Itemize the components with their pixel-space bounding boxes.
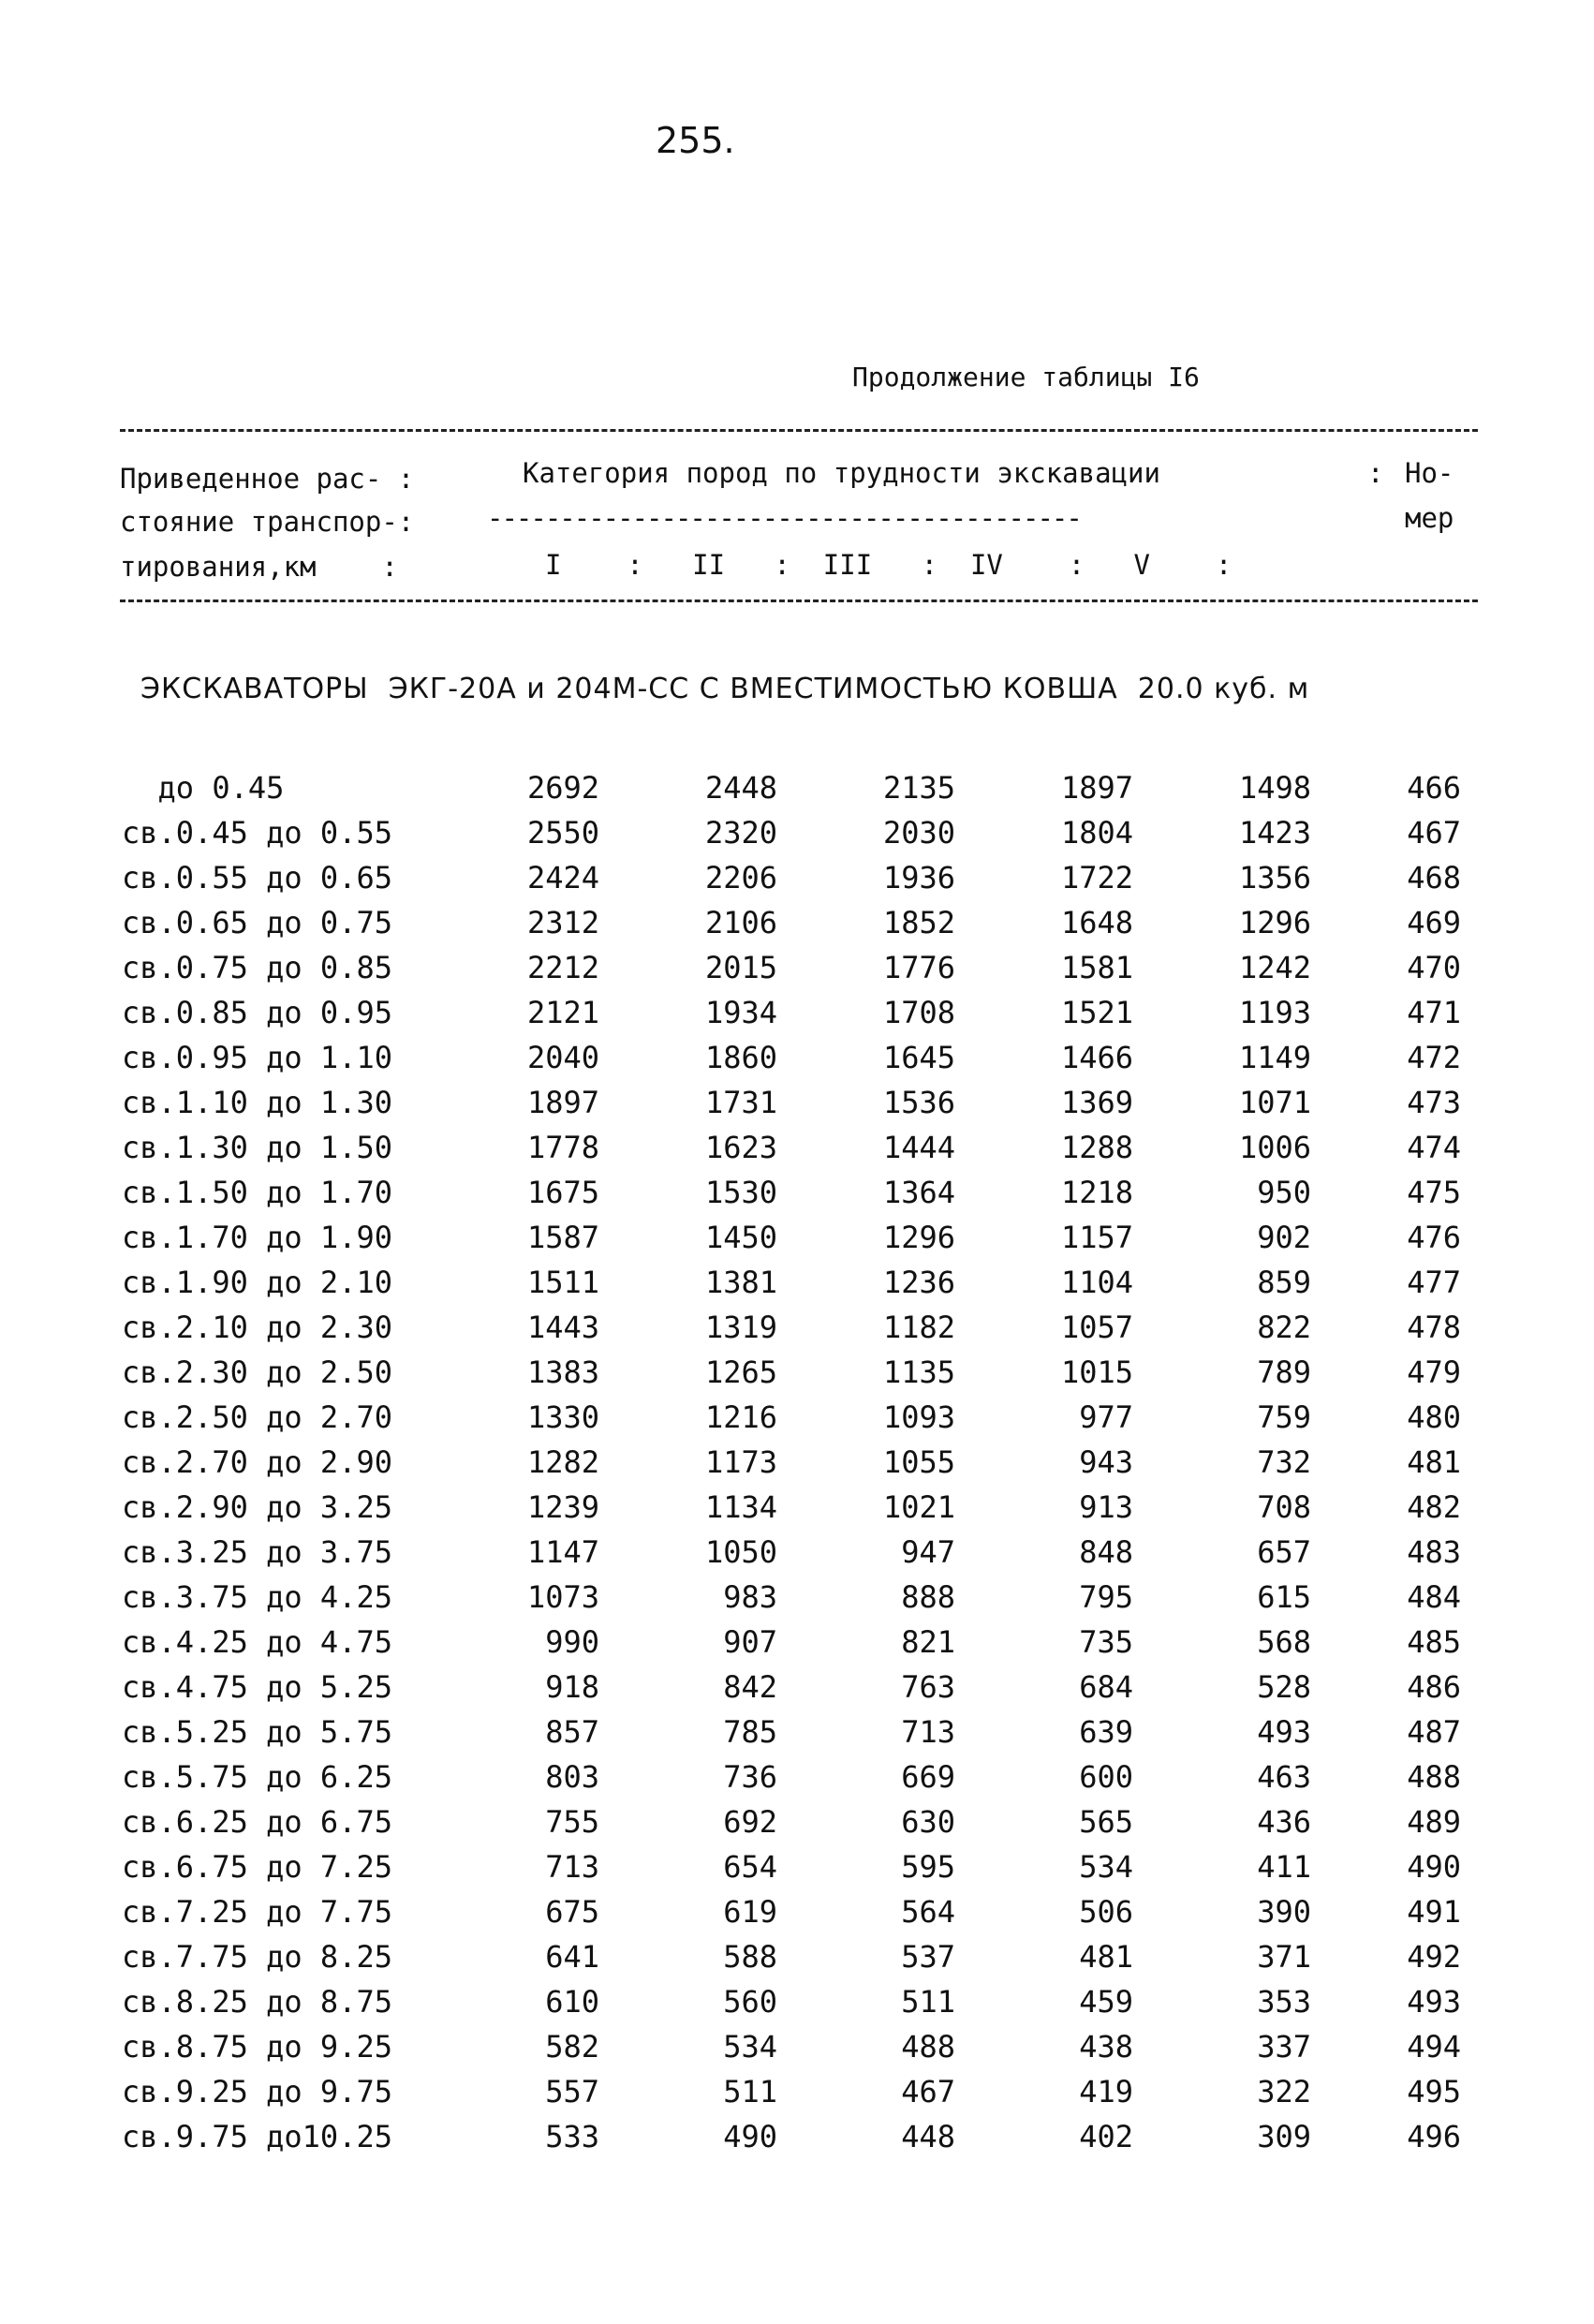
row-value-category-3: 488 [901, 2029, 955, 2065]
row-value-category-5: 568 [1257, 1624, 1311, 1660]
row-value-category-5: 371 [1257, 1939, 1311, 1975]
table-row [0, 1804, 1594, 1849]
row-value-category-4: 639 [1079, 1714, 1133, 1750]
row-value-category-3: 467 [901, 2074, 955, 2109]
row-value-category-5: 615 [1257, 1579, 1311, 1615]
row-distance-label: св.0.45 до 0.55 [122, 815, 392, 851]
row-value-category-3: 821 [901, 1624, 955, 1660]
row-value-category-4: 1015 [1060, 1354, 1133, 1390]
table-row [0, 1220, 1594, 1265]
row-value-category-2: 2206 [704, 860, 777, 896]
table-row [0, 1085, 1594, 1130]
row-value-category-3: 1444 [882, 1130, 955, 1165]
row-number: 486 [1407, 1669, 1461, 1705]
row-value-category-3: 2030 [882, 815, 955, 851]
row-value-category-2: 1173 [704, 1444, 777, 1480]
row-value-category-1: 2212 [526, 950, 599, 985]
table-row [0, 2119, 1594, 2164]
row-value-category-1: 918 [545, 1669, 599, 1705]
row-value-category-5: 322 [1257, 2074, 1311, 2109]
row-value-category-3: 1182 [882, 1310, 955, 1345]
row-value-category-5: 789 [1257, 1354, 1311, 1390]
row-number: 473 [1407, 1085, 1461, 1120]
row-distance-label: св.9.75 до10.25 [122, 2119, 392, 2154]
row-value-category-3: 1708 [882, 995, 955, 1030]
row-value-category-2: 842 [723, 1669, 777, 1705]
row-value-category-3: 564 [901, 1894, 955, 1930]
row-value-category-5: 1296 [1238, 905, 1311, 940]
row-value-category-4: 1288 [1060, 1130, 1133, 1165]
row-value-category-1: 755 [545, 1804, 599, 1840]
row-value-category-2: 1381 [704, 1265, 777, 1300]
table-row [0, 1939, 1594, 1984]
row-value-category-2: 1530 [704, 1175, 777, 1210]
row-number: 483 [1407, 1534, 1461, 1570]
table-row [0, 995, 1594, 1040]
row-value-category-2: 654 [723, 1849, 777, 1885]
row-value-category-1: 2040 [526, 1040, 599, 1075]
row-value-category-1: 2312 [526, 905, 599, 940]
row-value-category-2: 1731 [704, 1085, 777, 1120]
row-value-category-2: 907 [723, 1624, 777, 1660]
row-value-category-4: 977 [1079, 1399, 1133, 1435]
row-value-category-4: 1466 [1060, 1040, 1133, 1075]
row-number: 478 [1407, 1310, 1461, 1345]
row-number: 474 [1407, 1130, 1461, 1165]
row-value-category-2: 736 [723, 1759, 777, 1795]
row-number: 494 [1407, 2029, 1461, 2065]
row-number: 484 [1407, 1579, 1461, 1615]
row-number: 496 [1407, 2119, 1461, 2154]
row-number: 490 [1407, 1849, 1461, 1885]
row-distance-label: св.5.25 до 5.75 [122, 1714, 392, 1750]
row-distance-label: св.1.30 до 1.50 [122, 1130, 392, 1165]
table-row [0, 1265, 1594, 1310]
table-row [0, 1534, 1594, 1579]
row-value-category-4: 481 [1079, 1939, 1133, 1975]
row-value-category-4: 913 [1079, 1489, 1133, 1525]
row-value-category-5: 902 [1257, 1220, 1311, 1255]
header-distance-line1: Приведенное рас- : [120, 463, 415, 495]
row-value-category-5: 1498 [1238, 770, 1311, 806]
table-row [0, 1130, 1594, 1175]
row-number: 469 [1407, 905, 1461, 940]
row-value-category-1: 1239 [526, 1489, 599, 1525]
row-distance-label: св.6.25 до 6.75 [122, 1804, 392, 1840]
row-distance-label: св.2.50 до 2.70 [122, 1399, 392, 1435]
row-value-category-3: 1021 [882, 1489, 955, 1525]
row-number: 495 [1407, 2074, 1461, 2109]
row-value-category-2: 983 [723, 1579, 777, 1615]
row-value-category-5: 337 [1257, 2029, 1311, 2065]
row-distance-label: св.4.75 до 5.25 [122, 1669, 392, 1705]
row-value-category-2: 692 [723, 1804, 777, 1840]
table-row [0, 1489, 1594, 1534]
row-value-category-3: 1645 [882, 1040, 955, 1075]
row-number: 491 [1407, 1894, 1461, 1930]
row-value-category-1: 2121 [526, 995, 599, 1030]
row-number: 492 [1407, 1939, 1461, 1975]
row-distance-label: св.7.75 до 8.25 [122, 1939, 392, 1975]
table-row [0, 1399, 1594, 1444]
row-value-category-2: 1050 [704, 1534, 777, 1570]
row-number: 487 [1407, 1714, 1461, 1750]
row-value-category-1: 533 [545, 2119, 599, 2154]
row-distance-label: до 0.45 [122, 770, 285, 806]
row-distance-label: св.0.55 до 0.65 [122, 860, 392, 896]
table-row [0, 2029, 1594, 2074]
row-distance-label: св.2.30 до 2.50 [122, 1354, 392, 1390]
row-value-category-4: 534 [1079, 1849, 1133, 1885]
row-distance-label: св.0.65 до 0.75 [122, 905, 392, 940]
table-row [0, 1669, 1594, 1714]
row-number: 468 [1407, 860, 1461, 896]
row-value-category-4: 402 [1079, 2119, 1133, 2154]
row-number: 481 [1407, 1444, 1461, 1480]
row-value-category-4: 600 [1079, 1759, 1133, 1795]
row-value-category-2: 1216 [704, 1399, 777, 1435]
header-distance-line3: тирования,км : [120, 551, 398, 583]
section-title: ЭКСКАВАТОРЫ ЭКГ-20А и 204М-СС С ВМЕСТИМОСТЬЮ КОВША 20.0 куб. м [140, 673, 1310, 705]
row-value-category-5: 463 [1257, 1759, 1311, 1795]
row-value-category-2: 1934 [704, 995, 777, 1030]
row-number: 482 [1407, 1489, 1461, 1525]
row-number: 475 [1407, 1175, 1461, 1210]
row-value-category-2: 534 [723, 2029, 777, 2065]
row-value-category-3: 448 [901, 2119, 955, 2154]
header-mid-divider: ----------------------------------------- [487, 502, 1081, 534]
row-value-category-5: 411 [1257, 1849, 1311, 1885]
page-number: 255. [656, 120, 735, 161]
row-distance-label: св.1.10 до 1.30 [122, 1085, 392, 1120]
row-value-category-5: 759 [1257, 1399, 1311, 1435]
row-value-category-1: 610 [545, 1984, 599, 2020]
row-value-category-5: 1356 [1238, 860, 1311, 896]
row-distance-label: св.9.25 до 9.75 [122, 2074, 392, 2109]
row-value-category-2: 2320 [704, 815, 777, 851]
row-value-category-3: 1135 [882, 1354, 955, 1390]
row-number: 480 [1407, 1399, 1461, 1435]
row-value-category-1: 2692 [526, 770, 599, 806]
row-distance-label: св.7.25 до 7.75 [122, 1894, 392, 1930]
row-value-category-3: 947 [901, 1534, 955, 1570]
row-value-category-4: 1057 [1060, 1310, 1133, 1345]
row-value-category-1: 1511 [526, 1265, 599, 1300]
row-value-category-1: 1443 [526, 1310, 599, 1345]
table-row [0, 950, 1594, 995]
row-value-category-4: 419 [1079, 2074, 1133, 2109]
row-value-category-2: 1450 [704, 1220, 777, 1255]
header-sep-colon: : [1367, 457, 1384, 489]
row-value-category-3: 537 [901, 1939, 955, 1975]
row-value-category-5: 732 [1257, 1444, 1311, 1480]
row-value-category-3: 1852 [882, 905, 955, 940]
row-value-category-4: 1804 [1060, 815, 1133, 851]
row-value-category-4: 565 [1079, 1804, 1133, 1840]
row-value-category-3: 2135 [882, 770, 955, 806]
row-value-category-1: 1897 [526, 1085, 599, 1120]
row-value-category-2: 511 [723, 2074, 777, 2109]
row-distance-label: св.0.75 до 0.85 [122, 950, 392, 985]
row-value-category-5: 1193 [1238, 995, 1311, 1030]
row-value-category-1: 1147 [526, 1534, 599, 1570]
row-value-category-3: 1776 [882, 950, 955, 985]
row-value-category-4: 506 [1079, 1894, 1133, 1930]
row-distance-label: св.1.50 до 1.70 [122, 1175, 392, 1210]
row-number: 493 [1407, 1984, 1461, 2020]
row-value-category-2: 1319 [704, 1310, 777, 1345]
row-distance-label: св.1.70 до 1.90 [122, 1220, 392, 1255]
header-distance-line2: стояние транспор-: [120, 506, 415, 538]
row-number: 471 [1407, 995, 1461, 1030]
row-value-category-1: 1383 [526, 1354, 599, 1390]
row-value-category-4: 943 [1079, 1444, 1133, 1480]
table-row [0, 1444, 1594, 1489]
row-value-category-3: 1296 [882, 1220, 955, 1255]
row-value-category-1: 675 [545, 1894, 599, 1930]
row-value-category-3: 1236 [882, 1265, 955, 1300]
row-value-category-5: 309 [1257, 2119, 1311, 2154]
row-value-category-4: 1648 [1060, 905, 1133, 940]
row-value-category-5: 528 [1257, 1669, 1311, 1705]
row-value-category-2: 1265 [704, 1354, 777, 1390]
table-row [0, 1354, 1594, 1399]
table-row [0, 815, 1594, 860]
row-distance-label: св.0.85 до 0.95 [122, 995, 392, 1030]
row-number: 485 [1407, 1624, 1461, 1660]
row-value-category-5: 493 [1257, 1714, 1311, 1750]
row-value-category-1: 1675 [526, 1175, 599, 1210]
row-value-category-3: 511 [901, 1984, 955, 2020]
row-value-category-5: 950 [1257, 1175, 1311, 1210]
row-value-category-5: 708 [1257, 1489, 1311, 1525]
row-value-category-5: 390 [1257, 1894, 1311, 1930]
row-value-category-2: 1623 [704, 1130, 777, 1165]
row-value-category-4: 1581 [1060, 950, 1133, 985]
row-value-category-1: 641 [545, 1939, 599, 1975]
table-row [0, 2074, 1594, 2119]
row-value-category-5: 1071 [1238, 1085, 1311, 1120]
row-value-category-3: 1093 [882, 1399, 955, 1435]
row-value-category-4: 1104 [1060, 1265, 1133, 1300]
row-value-category-5: 657 [1257, 1534, 1311, 1570]
row-value-category-3: 630 [901, 1804, 955, 1840]
row-value-category-3: 669 [901, 1759, 955, 1795]
row-number: 467 [1407, 815, 1461, 851]
row-value-category-2: 2106 [704, 905, 777, 940]
row-value-category-1: 1282 [526, 1444, 599, 1480]
row-value-category-4: 1521 [1060, 995, 1133, 1030]
row-distance-label: св.4.25 до 4.75 [122, 1624, 392, 1660]
table-row [0, 1175, 1594, 1220]
header-number-line1: Но- [1405, 457, 1454, 489]
row-value-category-3: 595 [901, 1849, 955, 1885]
row-value-category-1: 713 [545, 1849, 599, 1885]
row-value-category-5: 822 [1257, 1310, 1311, 1345]
row-value-category-1: 582 [545, 2029, 599, 2065]
row-distance-label: св.3.75 до 4.25 [122, 1579, 392, 1615]
row-value-category-4: 438 [1079, 2029, 1133, 2065]
row-value-category-3: 763 [901, 1669, 955, 1705]
row-value-category-5: 1149 [1238, 1040, 1311, 1075]
header-category-labels: I : II : III : IV : V : [545, 549, 1232, 581]
row-value-category-2: 1860 [704, 1040, 777, 1075]
row-number: 476 [1407, 1220, 1461, 1255]
row-number: 472 [1407, 1040, 1461, 1075]
row-value-category-5: 1006 [1238, 1130, 1311, 1165]
row-number: 466 [1407, 770, 1461, 806]
table-row [0, 1984, 1594, 2029]
row-number: 470 [1407, 950, 1461, 985]
row-value-category-4: 1157 [1060, 1220, 1133, 1255]
row-value-category-1: 1073 [526, 1579, 599, 1615]
row-value-category-2: 1134 [704, 1489, 777, 1525]
row-number: 477 [1407, 1265, 1461, 1300]
row-value-category-3: 888 [901, 1579, 955, 1615]
row-value-category-2: 490 [723, 2119, 777, 2154]
row-distance-label: св.8.75 до 9.25 [122, 2029, 392, 2065]
row-number: 489 [1407, 1804, 1461, 1840]
row-value-category-2: 2015 [704, 950, 777, 985]
row-value-category-1: 557 [545, 2074, 599, 2109]
top-divider [120, 429, 1478, 432]
row-distance-label: св.2.90 до 3.25 [122, 1489, 392, 1525]
table-row [0, 1849, 1594, 1894]
row-value-category-5: 436 [1257, 1804, 1311, 1840]
row-value-category-4: 795 [1079, 1579, 1133, 1615]
table-row [0, 1624, 1594, 1669]
table-row [0, 1040, 1594, 1085]
row-value-category-4: 735 [1079, 1624, 1133, 1660]
row-value-category-3: 1364 [882, 1175, 955, 1210]
row-value-category-4: 1722 [1060, 860, 1133, 896]
row-value-category-4: 684 [1079, 1669, 1133, 1705]
row-distance-label: св.2.10 до 2.30 [122, 1310, 392, 1345]
row-value-category-1: 803 [545, 1759, 599, 1795]
row-value-category-2: 619 [723, 1894, 777, 1930]
row-value-category-2: 588 [723, 1939, 777, 1975]
row-value-category-3: 1536 [882, 1085, 955, 1120]
row-value-category-2: 785 [723, 1714, 777, 1750]
row-value-category-2: 2448 [704, 770, 777, 806]
header-bottom-divider [120, 600, 1478, 602]
row-value-category-1: 2424 [526, 860, 599, 896]
header-number-line2: мер [1405, 502, 1454, 534]
row-value-category-1: 2550 [526, 815, 599, 851]
row-distance-label: св.2.70 до 2.90 [122, 1444, 392, 1480]
row-distance-label: св.3.25 до 3.75 [122, 1534, 392, 1570]
table-continuation-title: Продолжение таблицы I6 [852, 362, 1200, 392]
row-value-category-2: 560 [723, 1984, 777, 2020]
row-value-category-4: 1218 [1060, 1175, 1133, 1210]
row-value-category-1: 1778 [526, 1130, 599, 1165]
row-value-category-5: 859 [1257, 1265, 1311, 1300]
row-distance-label: св.1.90 до 2.10 [122, 1265, 392, 1300]
row-value-category-1: 1330 [526, 1399, 599, 1435]
table-row [0, 1759, 1594, 1804]
row-value-category-4: 1369 [1060, 1085, 1133, 1120]
table-row [0, 1579, 1594, 1624]
row-value-category-3: 1055 [882, 1444, 955, 1480]
row-value-category-1: 857 [545, 1714, 599, 1750]
table-row [0, 770, 1594, 815]
row-distance-label: св.5.75 до 6.25 [122, 1759, 392, 1795]
row-distance-label: св.0.95 до 1.10 [122, 1040, 392, 1075]
row-value-category-5: 1423 [1238, 815, 1311, 851]
row-value-category-5: 1242 [1238, 950, 1311, 985]
table-row [0, 1894, 1594, 1939]
row-number: 479 [1407, 1354, 1461, 1390]
row-value-category-4: 459 [1079, 1984, 1133, 2020]
row-value-category-3: 713 [901, 1714, 955, 1750]
row-value-category-1: 1587 [526, 1220, 599, 1255]
row-number: 488 [1407, 1759, 1461, 1795]
table-row [0, 905, 1594, 950]
row-value-category-4: 848 [1079, 1534, 1133, 1570]
row-value-category-1: 990 [545, 1624, 599, 1660]
row-value-category-4: 1897 [1060, 770, 1133, 806]
header-category-title: Категория пород по трудности экскавации [523, 457, 1160, 489]
table-row [0, 860, 1594, 905]
row-distance-label: св.8.25 до 8.75 [122, 1984, 392, 2020]
table-row [0, 1714, 1594, 1759]
table-row [0, 1310, 1594, 1354]
row-distance-label: св.6.75 до 7.25 [122, 1849, 392, 1885]
row-value-category-5: 353 [1257, 1984, 1311, 2020]
row-value-category-3: 1936 [882, 860, 955, 896]
